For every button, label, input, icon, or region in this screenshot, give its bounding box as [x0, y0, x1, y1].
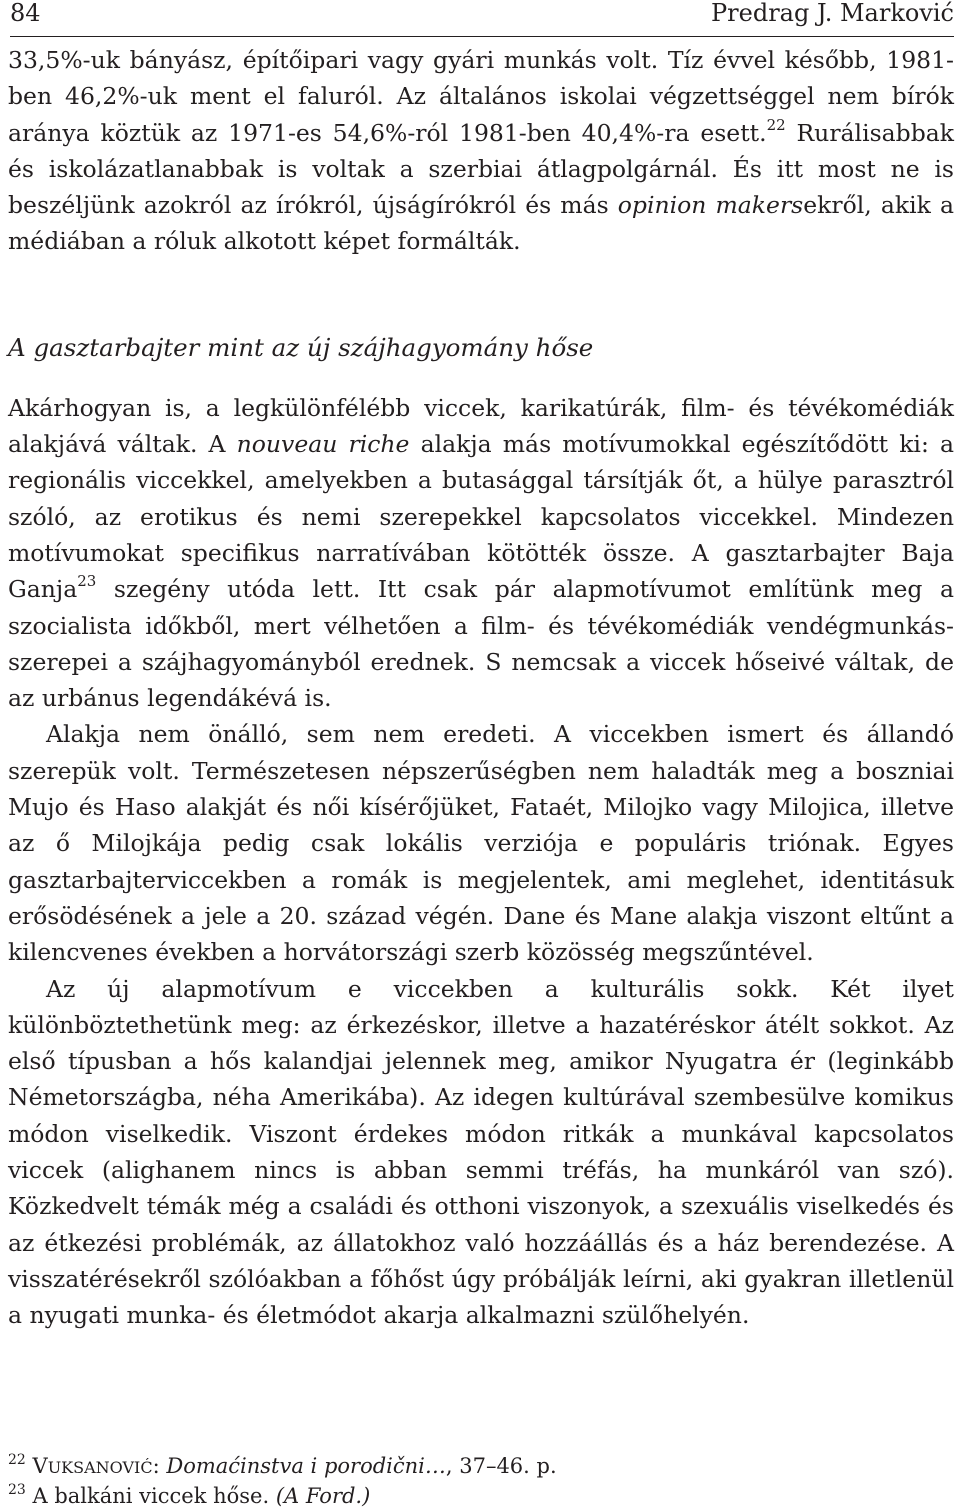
footnote-22-title: Domaćinstva i porodični…: [166, 1454, 446, 1478]
body-text: [8, 42, 954, 1334]
paragraph-3: Alakja nem önálló, sem nem eredeti. A viccekben ismert és állandó szerepük volt. Természetesen népszerűségben nem haladták meg a boszniai Mujo és Haso alakját és női kísérőjüket, Fataét, Milojko vagy Milojica, illetve az ő Milojkája pedig csak lokális verziója e populáris triónak. Egyes gasztarbajterviccekben a romák is megjelentek, ami meglehet, identitásuk erősödésének a jele a 20. század végén. Dane és Mane alakja viszont eltűnt a kilencvenes években a horvátországi szerb közösség megszűntével.: [8, 720, 954, 967]
paragraph-2-text-c: szegény utóda lett. Itt csak pár alapmotívumot említünk meg a szocialista időkből, mert vélhetően a film- és tévékomédiák vendégmunkás-szerepei a szájhagyományból erednek. S nemcsak a viccek hőseivé váltak, de az urbánus legendákévá is.: [8, 575, 954, 713]
paragraph-2: [8, 390, 954, 717]
footnote-23-number: 23: [8, 1482, 26, 1498]
footnote-ref-22[interactable]: 22: [766, 115, 786, 134]
running-author: Predrag J. Marković: [711, 0, 954, 27]
footnote-22-author: [33, 1454, 153, 1478]
paragraph-1-text-c: ekről, akik a médiában a róluk alkotott képet formálták.: [8, 191, 954, 256]
paragraph-2-text-b: alakja más motívumokkal egészítődött ki: a regionális viccekkel, amelyekben a butasággal társítják őt, a hülye parasztról szóló, az erotikus és nemi szerepekkel kapcsolatos viccekkel. Mindezen motívumokat specifikus narratívában kötötték össze. A gasztarbajter Baja Ganja: [8, 430, 954, 604]
page-number: 84: [10, 0, 41, 27]
paragraph-2-italic: nouveau riche: [236, 430, 410, 459]
footnote-22-author-initial: V: [32, 1454, 48, 1478]
footnote-23-note: (A Ford.): [275, 1484, 371, 1508]
footnote-23-text: A balkáni viccek hőse.: [25, 1484, 276, 1508]
paragraph-1-text-b: Rurálisabbak és iskolázatlanabbak is voltak a szerbiai átlagpolgárnál. És itt most ne is beszéljünk azokról az írókról, újságírókról és más: [8, 118, 954, 220]
paragraph-1: [8, 42, 954, 260]
paragraph-2-text-a: Akárhogyan is, a legkülönfélébb viccek, karikatúrák, film- és tévékomédiák alakjává váltak. A: [8, 393, 954, 459]
footnote-23: [8, 1482, 954, 1511]
paragraph-1-text-a: 33,5%-uk bányász, építőipari vagy gyári munkás volt. Tíz évvel később, 1981-ben 46,2%-uk ment el faluról. Az általános iskolai végzettséggel nem bírók aránya köztük az 1971-es 54,6%-ról 1981-ben 40,4%-ra esett.: [8, 46, 954, 147]
running-header: [10, 0, 954, 37]
footnote-22-pages: , 37–46. p.: [445, 1454, 557, 1478]
footnote-22-colon: :: [152, 1454, 167, 1478]
footnote-ref-23[interactable]: 23: [77, 572, 97, 591]
paragraph-1-italic: opinion makers: [617, 191, 804, 220]
footnotes: [8, 1452, 954, 1511]
footnote-22: [8, 1452, 954, 1482]
footnote-22-author-rest: UKSANOVIĆ: [47, 1458, 153, 1477]
section-title: A gasztarbajter mint az új szájhagyomány hőse: [8, 332, 594, 362]
paragraph-4: Az új alapmotívum e viccekben a kulturális sokk. Két ilyet különböztethetünk meg: az érkezéskor, illetve a hazatéréskor átélt sokkot. Az első típusban a hős kalandjai jelennek meg, amikor Nyugatra ér (leginkább Németországba, néha Amerikába). Az idegen kultúrával szembesülve komikus módon viselkedik. Viszont érdekes módon ritkák a munkával kapcsolatos viccek (alighanem nincs is abban semmi tréfás, ha munkáról van szó). Közkedvelt témák még a családi és otthoni viszonyok, a szexuális viselkedés és az étkezési problémák, az állatokhoz való hozzáállás és a ház berendezése. A visszatérésekről szólóakban a főhőst úgy próbálják leírni, aki gyakran illetlenül a nyugati munka- és életmódot akarja alkalmazni szülőhelyén.: [8, 974, 954, 1330]
footnote-22-number: 22: [8, 1452, 26, 1468]
